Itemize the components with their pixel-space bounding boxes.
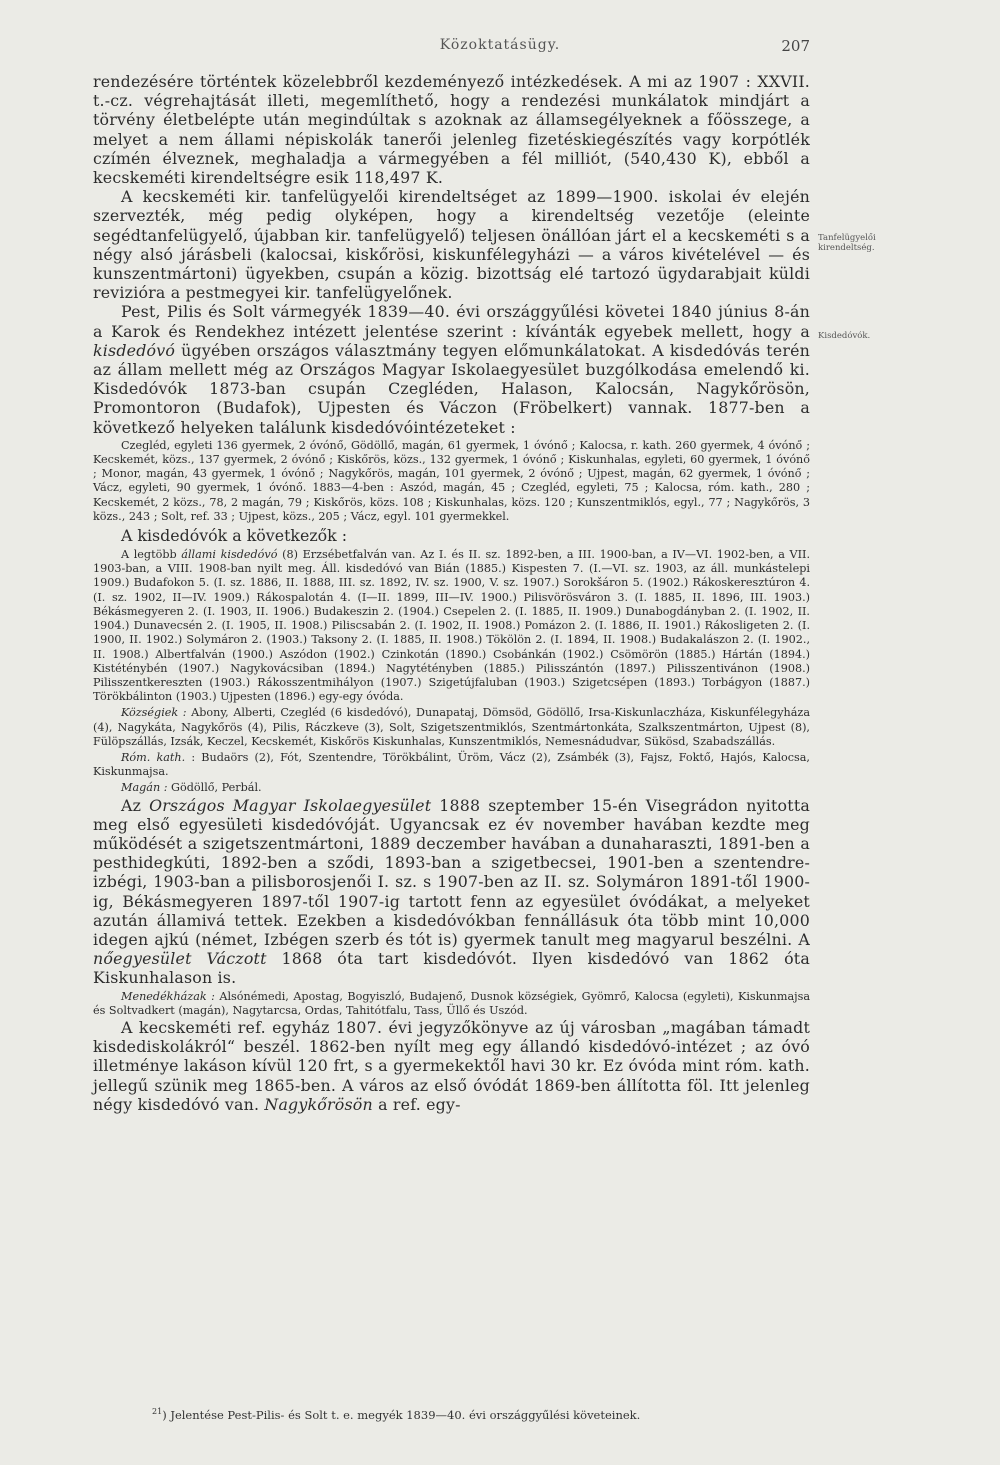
- small-print-magan: Magán : Gödöllő, Perbál.: [121, 781, 262, 795]
- main-text-column: [93, 72, 810, 1114]
- page-number: 207: [781, 37, 810, 55]
- small-print-menedekhazak: Menedékházak : Alsónémedi, Apostag, Bogyiszló, Budajenő, Dusnok községiek, Gyömrő, Kalocsa (egyleti), Kiskunmajsa és Soltvadkert (magán), Nagytarcsa, Ordas, Tahitótfalu, Tass, Üllő és Uszód.: [93, 989, 811, 1017]
- paragraph-kirendeltseg: A kecskeméti kir. tanfelügyelői kirendeltséget az 1899—1900. iskolai év elején szervezték, még pedig olyképen, hogy a kirendeltség vezetője (eleinte segédtanfelügyelő, újabban kir. tanfelügyelő) teljesen önállóan járt el a kecskeméti s a négy alsó járásbeli (kalocsai, kiskőrösi, kiskunfélegyházi — a város kivételével — és kunszentmártoni) ügyekben, csupán a közig. bizottság elé tartozó ügydarabjait küldi revizióra a pestmegyei kir. tanfelügyelőnek.: [93, 187, 810, 303]
- paragraph-kecskemeti-ref: A kecskeméti ref. egyház 1807. évi jegyzőkönyve az új városban „magában támadt kisdediskolákról“ beszél. 1862-ben nyílt meg egy állandó kisdedóvó-intézet ; az óvó illetménye lakáson kívül 120 frt, s a gyermekektől havi 30 kr. Ez óvóda mint róm. kath. jellegű szünik meg 1865-ben. A város az első óvódát 1869-ben állította föl. Itt jelenleg négy kisdedóvó van. Nagykőrösön a ref. egy-: [93, 1017, 810, 1114]
- small-print-rom-kath: Róm. kath. : Budaörs (2), Fót, Szentendre, Törökbálint, Üröm, Vácz (2), Zsámbék (3), Fajsz, Foktő, Hajós, Kalocsa, Kiskunmajsa.: [93, 750, 810, 779]
- section-heading: A kisdedóvók a következők :: [121, 526, 348, 546]
- small-print-allami: A legtöbb állami kisdedóvó (8) Erzsébetfalván van. Az I. és II. sz. 1892-ben, a III. 1900-ban, a IV—VI. 1902-ben, a VII. 1903-ban, a VIII. 1908-ban nyilt meg. Áll. kisdedóvó van Bián (1885.) Kispesten 7. (I.—VI. sz. 1903, az áll. munkástelepi 1909.) Budafokon 5. (I. sz. 1886, II. 1888, III. sz. 1892, IV. sz. 1900, V. sz. 1907.) Sorokšáron 5. (1902.) Rákoskeresztúron 4. (I. sz. 1902, II—IV. 1909.) Rákospalotán 4. (I—II. 1899, III—IV. 1900.) Pilisvörösváron 3. (I. 1885, II. 1896, III. 1903.) Békásmegyeren 2. (I. 1903, II. 1906.) Budakeszin 2. (1904.) Csepelen 2. (I. 1885, II. 1909.) Dunabogdányban 2. (I. 1902, II. 1904.) Dunavecsén 2. (I. 1905, II. 1908.) Piliscsabán 2. (I. 1902, II. 1908.) Pomázon 2. (I. 1886, II. 1901.) Rákosligeten 2. (I. 1900, II. 1902.) Solymáron 2. (1903.) Taksony 2. (I. 1885, II. 1908.) Tökölön 2. (I. 1894, II. 1908.) Budakalászon 2. (I. 1902., II. 1908.) Albertfalván (1900.) Aszódon (1902.) Czinkotán (1890.) Csobánkán (1902.) Csömörön (1885.) Hártán (1894.) Kistéténybén (1907.) Nagykovácsiban (1894.) Nagytétényben (1885.) Pilisszántón (1897.) Pilisszentivánon (1908.) Pilisszentkereszten (1903.) Rákosszentmihályon (1907.) Szigetújfaluban (1903.) Szigetcsépen (1893.) Torbágyon (1887.) Törökbálinton (1903.) Ujpesten (1896.) egy-egy óvóda.: [93, 548, 810, 704]
- footnote: $^{21}$) Jelentése Pest-Pilis- és Solt t. e. megyék 1839—40. évi országgyűlési követeinek.: [152, 1407, 641, 1422]
- small-print-1877-list: Czegléd, egyleti 136 gyermek, 2 óvónő, Gödöllő, magán, 61 gyermek, 1 óvónő ; Kalocsa, r. kath. 260 gyermek, 4 óvónő ; Kecskemét, közs., 137 gyermek, 2 óvónő ; Kiskőrös, közs., 132 gyermek, 1 óvónő ; Kiskunhalas, egyleti, 60 gyermek, 1 óvónő ; Monor, magán, 43 gyermek, 1 óvónő ; Nagykőrös, magán, 101 gyermek, 2 óvónő ; Ujpest, magán, 62 gyermek, 1 óvónő ; Vácz, egyleti, 90 gyermek, 1 óvónő. 1883—4-ben : Aszód, magán, 45 ; Czegléd, egyleti, 75 ; Kalocsa, róm. kath., 280 ; Kecskemét, 2 közs., 78, 2 magán, 79 ; Kiskőrös, közs. 108 ; Kiskunhalas, közs. 120 ; Kunszentmiklós, egyl., 77 ; Nagykőrös, 3 közs., 243 ; Solt, ref. 33 ; Ujpest, közs., 205 ; Vácz, egyl. 101 gyermekkel.: [93, 438, 810, 523]
- margin-note-tanfelugyeloi: Tanfelügyelői kirendeltség.: [818, 233, 876, 253]
- paragraph-iskolaegyesulet: Az Országos Magyar Iskolaegyesület 1888 szeptember 15-én Visegrádon nyitotta meg első egyesületi kisdedóvóját. Ugyancsak ez év november havában kezdte meg működését a szigetszentmártoni, 1889 deczember havában a dunaharaszti, 1891-ben a pesthidegkúti, 1892-ben a sződi, 1893-ban a szigetbecsei, 1901-ben a szentendre-izbégi, 1903-ban a pilisborosjenői I. sz. s 1907-ben az II. sz. Solymáron 1891-től 1900-ig, Békásmegyeren 1897-től 1907-ig tartott fenn az egyesület óvódákat, a melyeket azután államivá tettek. Ezekben a kisdedóvókban fennállásuk óta több mint 10,000 idegen ajkú (német, Izbégen szerb és tót is) gyermek tanult meg magyarul beszélni. A nőegyesület Váczott 1868 óta tart kisdedóvót. Ilyen kisdedóvó van 1862 óta Kiskunhalason is.: [93, 795, 810, 988]
- paragraph-intro: rendezésére történtek közelebbről kezdeményező intézkedések. A mi az 1907 : XXVII. t.-cz. végrehajtását illeti, megemlíthető, hogy a rendezési munkálatok mindjárt a törvény életbelépte után megindúltak s azoknak az államsegélyeknek a főösszege, a melyet a nem állami népiskolák tanerői jelenleg fizetéskiegészítés vagy korpótlék czímén élveznek, meghaladja a vármegyében a fél milliót, (540,430 K), ebből a kecskeméti kirendeltségre esik 118,497 K.: [93, 72, 810, 188]
- running-header: Közoktatásügy.: [439, 37, 561, 53]
- paragraph-kisdedovok: Pest, Pilis és Solt vármegyék 1839—40. évi országgyűlési követei 1840 június 8-án a Karok és Rendekhez intézett jelentése szerint : kívánták egyebek mellett, hogy a kisdedóvó ügyében országos választmány tegyen előmunkálatokat. A kisdedóvás terén az állam mellett még az Országos Magyar Iskolaegyesület buzgólkodása emelendő ki. Kisdedóvók 1873-ban csupán Czegléden, Halason, Kalocsán, Nagykőrösön, Promontoron (Budafok), Ujpesten és Váczon (Fröbelkert) vannak. 1877-ben a következő helyeken találunk kisdedóvóintézeteket :: [93, 302, 810, 437]
- small-print-kozsegiek: Községiek : Abony, Alberti, Czegléd (6 kisdedóvó), Dunapataj, Dömsöd, Gödöllő, Irsa-Kiskunlaczháza, Kiskunfélegyháza (4), Nagykáta, Nagykőrös (4), Pilis, Ráczkeve (3), Solt, Szigetszentmiklós, Szentmártonkáta, Szalkszentmárton, Ujpest (8), Fülöpszállás, Izsák, Keczel, Kecskemét, Kiskőrös Kiskunhalas, Kunszentmiklós, Nemesnádudvar, Sükösd, Szabadszállás.: [93, 706, 810, 748]
- margin-note-kisdedovok: Kisdedóvók.: [818, 331, 871, 341]
